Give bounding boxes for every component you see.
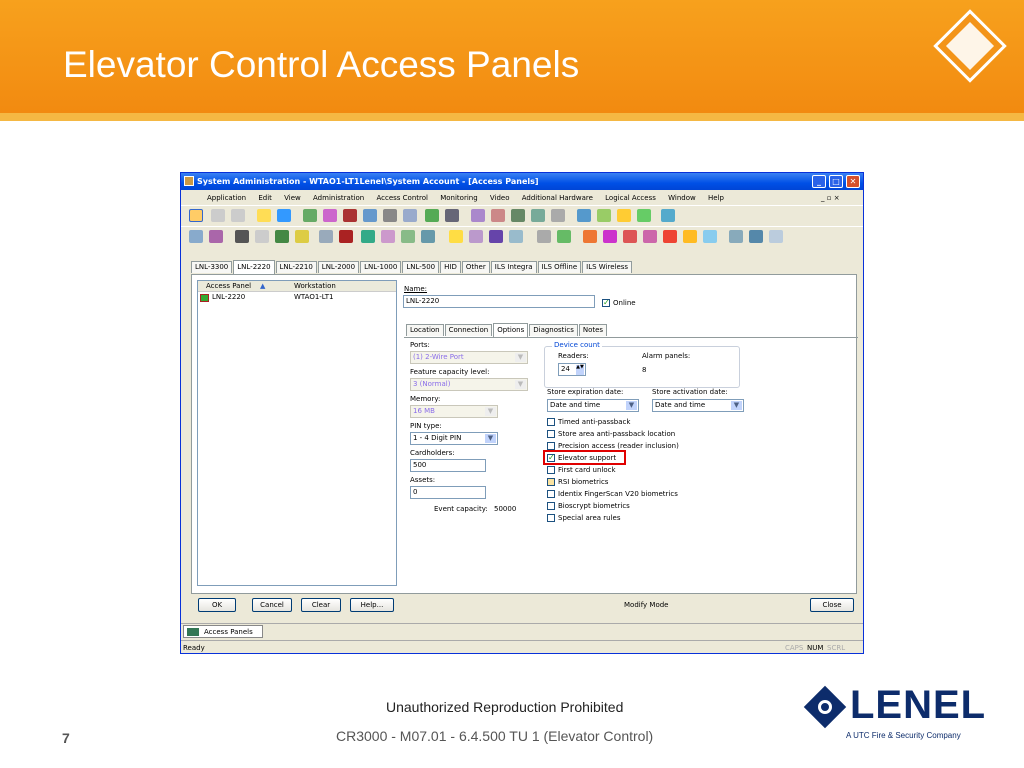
device-count-label: Device count [554,341,600,349]
store-expiration-select[interactable] [547,399,639,412]
system-options-icon[interactable] [551,209,565,222]
options-tabs [406,324,608,337]
tab-connection[interactable]: Connection [445,324,493,336]
areas-icon[interactable] [617,209,631,222]
tab-lnl-1000[interactable]: LNL-1000 [360,261,401,273]
assets-field[interactable]: 0 [410,486,486,499]
taskbar-item-access-panels[interactable] [183,625,263,638]
access-panels-icon[interactable] [189,209,203,222]
ok-button[interactable]: OK [198,598,236,612]
menu-additional-hardware[interactable]: Additional Hardware [521,194,593,202]
sort-asc-icon: ▲ [260,282,266,290]
memory-value: 16 MB [413,407,435,415]
menu-logical-access[interactable]: Logical Access [605,194,656,202]
assets-label: Assets: [410,476,436,484]
users-add-icon[interactable] [749,230,763,243]
store-activation-label: Store activation date: [652,388,728,396]
tree-icon[interactable] [189,230,203,243]
chevron-down-icon: ▼ [485,434,496,443]
scrl-indicator: SCRL [827,644,846,652]
readers-value: 24 [561,365,570,373]
taskbar-label: Access Panels [204,628,253,636]
close-window-button[interactable]: ✕ [846,175,860,188]
feature-value: 3 (Normal) [413,380,451,388]
window-titlebar [181,173,863,190]
badges-icon[interactable] [323,209,337,222]
tab-ils-integra[interactable]: ILS Integra [491,261,537,273]
reports-icon[interactable] [703,230,717,243]
alarm-panels-value: 8 [642,366,647,374]
global-io-icon[interactable] [637,209,651,222]
checkbox-rsi-biometrics[interactable] [547,478,608,486]
destination-icon[interactable] [583,230,597,243]
alarm-monitoring-icon[interactable] [425,209,439,222]
checkbox-timed-anti-passback[interactable] [547,418,630,426]
target-icon[interactable] [663,230,677,243]
memory-select [410,405,498,418]
menu-window[interactable]: Window [668,194,696,202]
tab-lnl-2210[interactable]: LNL-2210 [276,261,317,273]
panels-icon[interactable] [235,230,249,243]
monitor-icon[interactable] [603,230,617,243]
col-access-panel[interactable]: Access Panel [206,282,252,290]
app-window [180,172,864,654]
tab-options[interactable]: Options [493,323,528,337]
menu-application[interactable]: Application [207,194,247,202]
name-field[interactable]: LNL-2220 [403,295,595,308]
events-icon[interactable] [511,209,525,222]
maximize-button[interactable]: □ [829,175,843,188]
window-title: System Administration - WTAO1-LT1Lenel\System Account - [Access Panels] [197,177,539,186]
cardholders-field[interactable]: 500 [410,459,486,472]
store-activation-value: Date and time [655,401,706,409]
lenel-wordmark: LENEL [850,683,987,727]
cancel-button[interactable]: Cancel [252,598,292,612]
tab-lnl-2220[interactable]: LNL-2220 [233,260,274,274]
lenel-logo-icon [804,686,846,728]
checkbox-special-area-rules[interactable] [547,514,621,522]
tip-icon[interactable] [277,209,291,222]
ports-value: (1) 2-Wire Port [413,353,464,361]
status-text: Ready [183,644,205,652]
footer-course: CR3000 - M07.01 - 6.4.500 TU 1 (Elevator Control) [336,728,654,744]
readers-label: Readers: [558,352,589,360]
output-icon[interactable] [295,230,309,243]
checkbox-label: First card unlock [558,466,616,474]
print-preview-icon[interactable] [231,209,245,222]
intrusion-icon[interactable] [339,230,353,243]
panel-type-tabs [191,261,633,273]
readers-spinner[interactable] [558,363,586,376]
network-icon[interactable] [661,209,675,222]
checkbox-label: Precision access (reader inclusion) [558,442,679,450]
scheduler-icon[interactable] [557,230,571,243]
input-icon[interactable] [275,230,289,243]
menu-access-control[interactable]: Access Control [376,194,428,202]
segments-icon[interactable] [597,209,611,222]
num-indicator: NUM [807,644,824,652]
card-format-icon[interactable] [319,230,333,243]
checkbox-label: Store area anti-passback location [558,430,676,438]
holidays-icon[interactable] [383,209,397,222]
chevron-down-icon: ▼ [515,353,526,362]
tab-lnl-2000[interactable]: LNL-2000 [318,261,359,273]
users-icon[interactable] [471,209,485,222]
highlight-box [543,450,626,465]
dvr-icon[interactable] [489,230,503,243]
toolbar-row-1 [181,205,863,225]
checkbox-label: RSI biometrics [558,478,609,486]
chevron-down-icon: ▼ [731,401,742,410]
tab-ils-wireless[interactable]: ILS Wireless [582,261,632,273]
col-workstation[interactable]: Workstation [294,282,336,290]
groups-icon[interactable] [491,209,505,222]
printer-icon[interactable] [445,209,459,222]
tab-notes[interactable]: Notes [579,324,607,336]
banner-stripe [0,113,1024,121]
access-panels-icon [187,628,199,636]
checkbox-label: Identix FingerScan V20 biometrics [558,490,678,498]
intercom-icon[interactable] [381,230,395,243]
feature-label: Feature capacity level: [410,368,490,376]
clear-button[interactable]: Clear [301,598,341,612]
mode-status: Modify Mode [624,601,669,609]
fire-icon[interactable] [361,230,375,243]
personal-safety-icon[interactable] [401,230,415,243]
checkbox-label: Elevator support [558,454,617,462]
edit-icon[interactable] [209,230,223,243]
help-button[interactable]: Help... [350,598,394,612]
menu-monitoring[interactable]: Monitoring [440,194,478,202]
panel-pane [191,274,857,594]
status-bar [181,640,863,654]
pin-select[interactable] [410,432,498,445]
close-button[interactable]: Close [810,598,854,612]
matrix-icon[interactable] [537,230,551,243]
biometrics-icon[interactable] [421,230,435,243]
menu-administration[interactable]: Administration [313,194,365,202]
menu-video[interactable]: Video [489,194,510,202]
page-number: 7 [62,730,70,746]
chevron-down-icon: ▼ [485,407,496,416]
list-item-workstation: WTAO1-LT1 [294,293,334,301]
name-label: Name: [404,285,428,293]
key-icon[interactable] [683,230,697,243]
tab-hid[interactable]: HID [440,261,461,273]
checkbox-label: Special area rules [558,514,621,522]
pin-label: PIN type: [410,422,442,430]
network-config-icon[interactable] [769,230,783,243]
cardholders-icon[interactable] [303,209,317,222]
help-icon[interactable] [257,209,271,222]
store-expiration-value: Date and time [550,401,601,409]
checkbox-first-card-unlock[interactable] [547,466,616,474]
checkbox-bioscrypt[interactable] [547,502,630,510]
online-label: Online [613,299,636,307]
checkbox-label: Timed anti-passback [558,418,631,426]
alarm-panels-icon[interactable] [255,230,269,243]
event-capacity-value: 50000 [494,505,517,513]
alarm-panels-label: Alarm panels: [642,352,691,360]
list-header [198,281,396,292]
elevator-icon[interactable] [623,230,637,243]
checkbox-label: Bioscrypt biometrics [558,502,630,510]
tab-lnl-500[interactable]: LNL-500 [402,261,439,273]
panel-online-icon [200,294,209,302]
toolbar-row-2 [181,226,863,246]
cameras-icon[interactable] [509,230,523,243]
slide-title: Elevator Control Access Panels [63,44,580,85]
store-expiration-label: Store expiration date: [547,388,624,396]
tab-location[interactable]: Location [406,324,444,336]
menu-view[interactable]: View [284,194,301,202]
checkbox-precision-access[interactable] [547,442,679,450]
list-item-panel: LNL-2220 [212,293,246,301]
event-capacity-label: Event capacity: [434,505,488,513]
access-levels-icon[interactable] [343,209,357,222]
receivers-icon[interactable] [469,230,483,243]
access-panel-list[interactable] [197,280,397,586]
list-item[interactable] [198,292,396,303]
mdi-controls[interactable]: _ ▫ × [821,194,840,202]
mdi-taskbar [181,623,863,639]
tab-diagnostics[interactable]: Diagnostics [529,324,578,336]
checkbox-identix[interactable] [547,490,678,498]
tab-other[interactable]: Other [462,261,490,273]
timezones-icon[interactable] [363,209,377,222]
ports-label: Ports: [410,341,430,349]
device-icon[interactable] [643,230,657,243]
menu-edit[interactable]: Edit [258,194,272,202]
memory-label: Memory: [410,395,441,403]
monitor-zones-icon[interactable] [577,209,591,222]
pin-value: 1 - 4 Digit PIN [413,434,462,442]
modules-icon[interactable] [729,230,743,243]
menu-bar [181,191,863,205]
checkbox-store-area-apb[interactable] [547,430,675,438]
caps-indicator: CAPS [785,644,804,652]
chevron-down-icon: ▼ [515,380,526,389]
workstations-icon[interactable] [531,209,545,222]
online-checkbox[interactable] [602,299,636,307]
ports-select [410,351,528,364]
menu-help[interactable]: Help [707,194,724,202]
print-icon[interactable] [211,209,225,222]
footer-notice: Unauthorized Reproduction Prohibited [386,699,624,715]
store-activation-select[interactable] [652,399,744,412]
readers-icon[interactable] [403,209,417,222]
tab-lnl-3300[interactable]: LNL-3300 [191,261,232,273]
lenel-tagline: A UTC Fire & Security Company [846,731,961,740]
feature-select [410,378,528,391]
minimize-button[interactable]: _ [812,175,826,188]
cardholders-label: Cardholders: [410,449,455,457]
chevron-down-icon: ▼ [626,401,637,410]
app-icon [184,176,194,186]
tab-ils-offline[interactable]: ILS Offline [538,261,582,273]
warning-icon[interactable] [449,230,463,243]
spinner-icon[interactable]: ▲▼ [576,365,584,375]
